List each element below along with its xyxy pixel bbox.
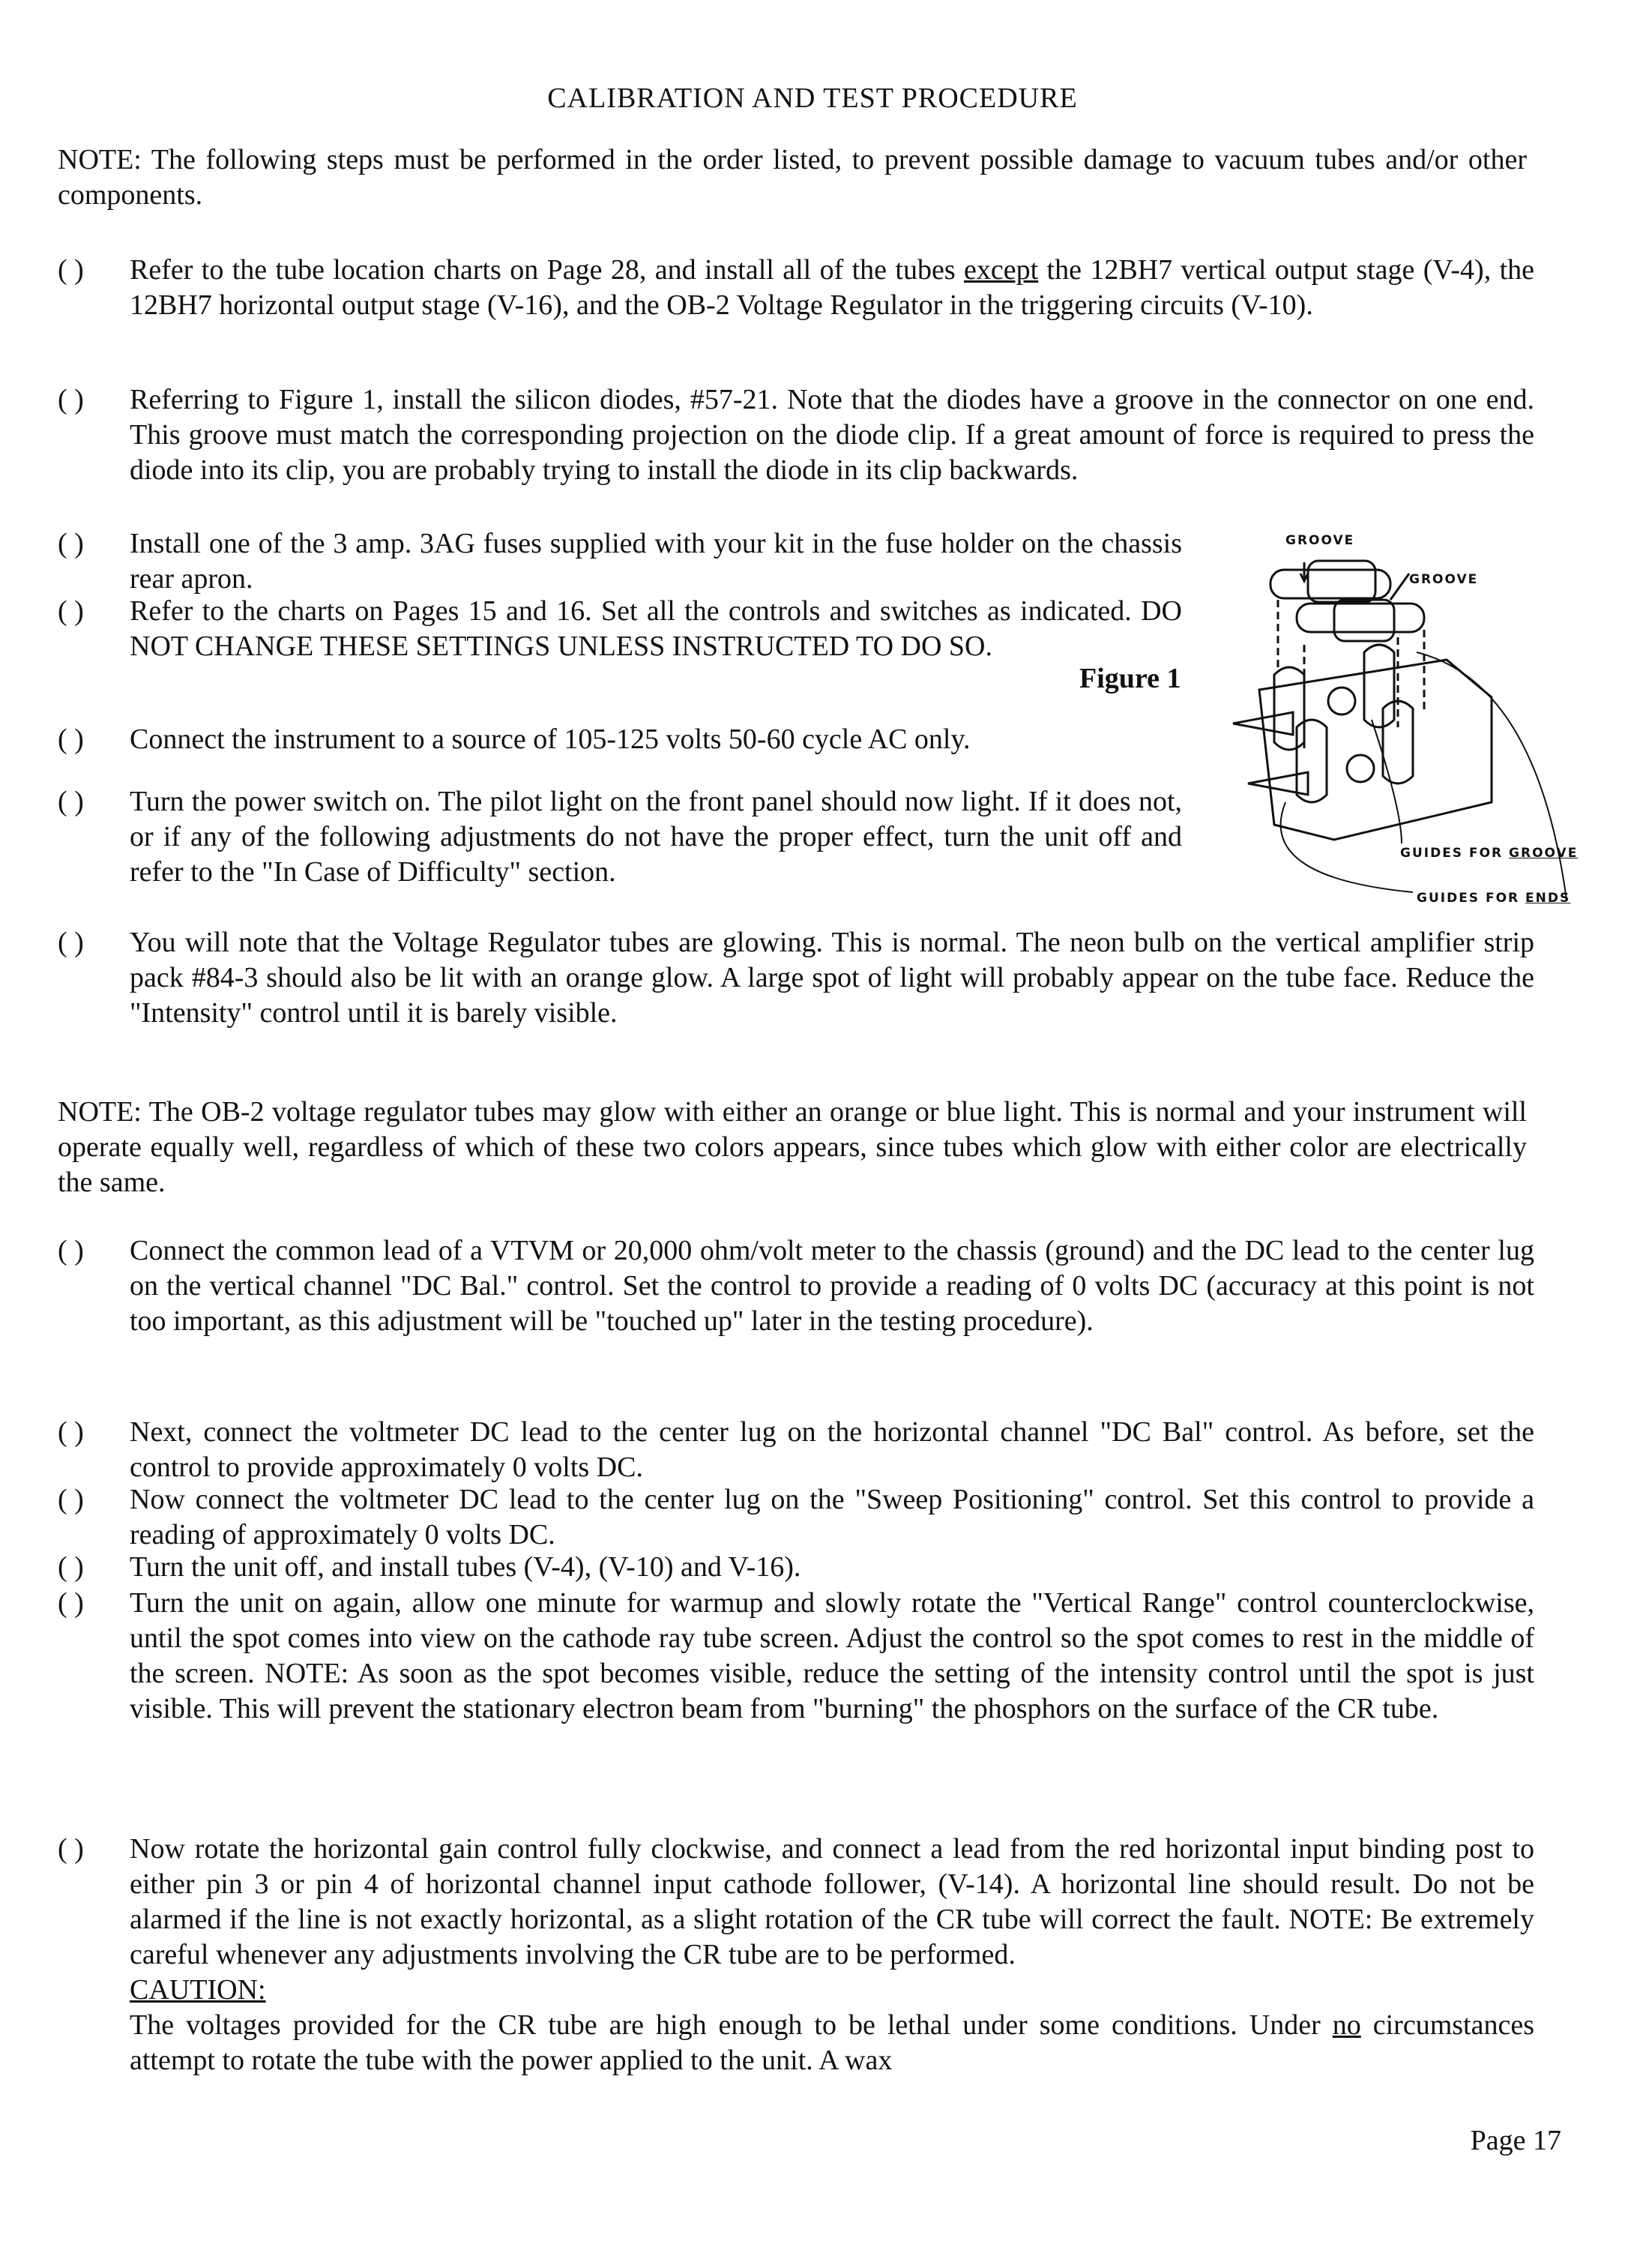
checkbox[interactable]: ( ) [58,927,84,958]
step-install-diodes [58,382,1534,488]
checkbox[interactable]: ( ) [58,254,84,286]
label-emphasis: ENDS [1525,891,1571,906]
label-guides-for-ends [1417,881,1570,916]
page-number: Page 17 [1470,2125,1561,2156]
label-guides-for-groove [1400,836,1578,871]
label-text: GUIDES FOR [1417,891,1526,906]
step-text: Refer to the tube location charts on Page 28, and install all of the tubes [130,254,965,286]
step-power-on [58,784,1182,890]
caution-text-part: The voltages provided for the CR tube are high enough to be lethal under some conditions. Under [130,2009,1333,2041]
note-ob2-glow: NOTE: The OB-2 voltage regulator tubes may glow with either an orange or blue light. This is normal and your instrument will operate equally well, regardless of which of these two colors appears, since tubes which glow with either color are electrically the same. [58,1096,1527,1198]
step-text: Now connect the voltmeter DC lead to the center lug on the "Sweep Positioning" control. Set this control to provide a reading of approximately 0 volts DC. [130,1484,1534,1550]
emphasis: except [964,254,1039,286]
checkbox[interactable]: ( ) [58,595,84,627]
checkbox[interactable]: ( ) [58,1235,84,1266]
step-install-remaining-tubes [58,1550,1534,1585]
step-text: Connect the common lead of a VTVM or 20,000 ohm/volt meter to the chassis (ground) and the DC lead to the center lug on the vertical channel "DC Bal." control. Set the control to provide a reading of 0 volts DC (accuracy at this point is not too important, as this adjustment will be "touched up" later in the testing procedure). [130,1235,1534,1337]
checkbox[interactable]: ( ) [58,724,84,755]
step-install-tubes [58,253,1534,323]
step-vertical-range [58,1586,1534,1727]
caution-heading: CAUTION: [130,1974,266,2006]
step-text: Turn the unit on again, allow one minute for warmup and slowly rotate the "Vertical Range" control counterclockwise, until the spot comes into view on the cathode ray tube screen. Adjust the control so the spot comes to rest in the middle of the screen. NOTE: As soon as the spot becomes visible, reduce the setting of the intensity control until the spot is just visible. This will prevent the stationary electron beam from "burning" the phosphors on the surface of the CR tube. [130,1587,1534,1724]
step-regulator-glow [58,925,1534,1031]
step-set-controls [58,594,1182,664]
step-text: Turn the unit off, and install tubes (V-4), (V-10) and V-16). [130,1551,801,1583]
checkbox[interactable]: ( ) [58,1484,84,1515]
step-horizontal-dc-bal [58,1415,1534,1485]
page-title: CALIBRATION AND TEST PROCEDURE [547,82,1078,114]
step-connect-ac [58,722,1182,757]
step-sweep-positioning [58,1482,1534,1553]
step-text: Now rotate the horizontal gain control fully clockwise, and connect a lead from the red horizontal input binding post to either pin 3 or pin 4 of horizontal channel input cathode follower, (V-14). A horizontal line should result. Do not be alarmed if the line is not exactly horizontal, as a slight rotation of the CR tube will correct the fault. NOTE: Be extremely careful whenever any adjustments involving the CR tube are to be performed. [130,1833,1534,1970]
step-text: Referring to Figure 1, install the silicon diodes, #57-21. Note that the diodes have a groove in the connector on one end. This groove must match the corresponding projection on the diode clip. If a great amount of force is required to press the diode into its clip, you are probably trying to install the diode in its clip backwards. [130,384,1534,486]
note-order: NOTE: The following steps must be performed in the order listed, to prevent possible damage to vacuum tubes and/or other components. [58,144,1527,211]
label-groove-right: GROOVE [1409,572,1479,587]
checkbox[interactable]: ( ) [58,1416,84,1448]
step-text: Connect the instrument to a source of 105-125 volts 50-60 cycle AC only. [130,724,971,755]
checkbox[interactable]: ( ) [58,528,84,559]
emphasis: no [1332,2009,1361,2041]
figure-diode-clip [1207,502,1582,922]
checkbox[interactable]: ( ) [58,786,84,817]
caution-text-part: circumstances attempt to rotate the tube with the power applied to the unit. A wax [130,2009,1534,2076]
step-install-fuse [58,526,1182,597]
checkbox[interactable]: ( ) [58,1833,84,1865]
step-text: You will note that the Voltage Regulator tubes are glowing. This is normal. The neon bulb on the vertical amplifier strip pack #84-3 should also be lit with an orange glow. A large spot of light will probably appear on the tube face. Reduce the "Intensity" control until it is barely visible. [130,927,1534,1029]
figure-caption: Figure 1 [1079,663,1181,694]
checkbox[interactable]: ( ) [58,1551,84,1583]
step-text: Install one of the 3 amp. 3AG fuses supplied with your kit in the fuse holder on the chassis rear apron. [130,528,1182,595]
step-text: the 12BH7 vertical output stage (V-4), the 12BH7 horizontal output stage (V-16), and the OB-2 Voltage Regulator in the triggering circuits (V-10). [130,254,1534,321]
step-text: Next, connect the voltmeter DC lead to the center lug on the horizontal channel "DC Bal" control. As before, set the control to provide approximately 0 volts DC. [130,1416,1534,1483]
step-text: Refer to the charts on Pages 15 and 16. Set all the controls and switches as indicated. DO NOT CHANGE THESE SETTINGS UNLESS INSTRUCTED TO DO SO. [130,595,1182,662]
checkbox[interactable]: ( ) [58,1587,84,1619]
label-groove-top: GROOVE [1285,533,1355,548]
label-emphasis: GROOVE [1509,846,1579,861]
caution-text [130,2008,1534,2078]
label-text: GUIDES FOR [1400,846,1510,861]
step-text: Turn the power switch on. The pilot light on the front panel should now light. If it does not, or if any of the following adjustments do not have the proper effect, turn the unit off and refer to the "In Case of Difficulty" section. [130,786,1182,888]
step-vertical-dc-bal [58,1233,1534,1339]
step-horizontal-gain [58,1832,1534,2078]
checkbox[interactable]: ( ) [58,384,84,415]
